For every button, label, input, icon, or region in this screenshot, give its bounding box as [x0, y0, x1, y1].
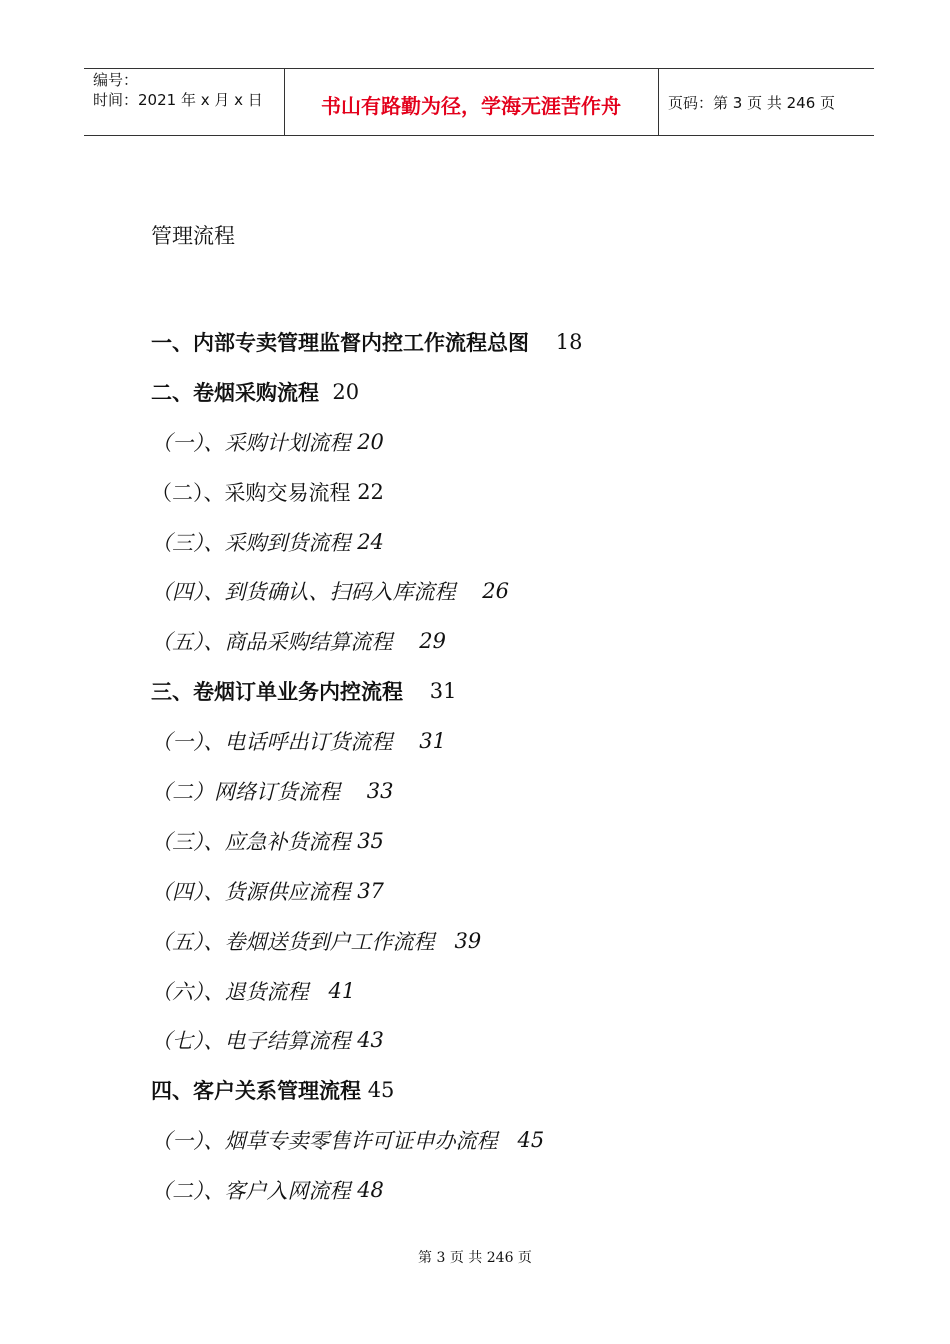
toc-entry-page: 37 [357, 878, 384, 903]
page-footer: 第 3 页 共 246 页 [418, 1250, 532, 1266]
toc-entry-page: 29 [419, 629, 446, 654]
toc-entry-title: （一）、电话呼出订货流程 [151, 730, 393, 755]
toc-entry-page: 22 [357, 479, 384, 504]
toc-subsection-entry[interactable] [151, 1015, 582, 1065]
header-divider [658, 68, 659, 135]
toc-entry-page: 26 [482, 579, 509, 604]
header-top-rule [84, 68, 874, 69]
toc-entry-gap [456, 579, 483, 603]
toc-entry-title: （二）、采购交易流程 [151, 480, 351, 505]
toc-entry-gap [340, 779, 367, 803]
toc-section-entry[interactable] [151, 666, 582, 716]
toc-entry-gap [351, 879, 358, 903]
toc-entry-title: （三）、采购到货流程 [151, 530, 351, 555]
toc-entry-title: 二、卷烟采购流程 [151, 379, 319, 405]
header-meta [93, 70, 263, 110]
toc-entry-page: 35 [357, 828, 384, 853]
toc-entry-title: （一）、烟草专卖零售许可证申办流程 [151, 1129, 498, 1154]
toc-entry-title: （五）、卷烟送货到户工作流程 [151, 929, 435, 954]
toc-entry-gap [403, 679, 430, 703]
toc-entry-page: 18 [555, 329, 583, 354]
toc-entry-gap [351, 480, 358, 504]
toc-entry-page: 31 [419, 729, 446, 754]
header-page-info: 页码：第 3 页 共 246 页 [668, 94, 836, 112]
toc-entry-gap [529, 330, 556, 354]
toc-subsection-entry[interactable] [151, 916, 582, 966]
table-of-contents [151, 317, 582, 1215]
toc-entry-title: 四、客户关系管理流程 [151, 1078, 361, 1104]
header-divider [284, 68, 285, 135]
toc-entry-page: 48 [357, 1178, 384, 1203]
toc-entry-title: （三）、应急补货流程 [151, 829, 351, 854]
toc-entry-title: 一、内部专卖管理监督内控工作流程总图 [151, 329, 529, 355]
toc-entry-page: 20 [332, 379, 360, 404]
toc-entry-title: （五）、商品采购结算流程 [151, 630, 393, 655]
toc-subsection-entry[interactable] [151, 616, 582, 666]
toc-entry-page: 45 [367, 1078, 395, 1103]
toc-subsection-entry[interactable] [151, 966, 582, 1016]
toc-subsection-entry[interactable] [151, 866, 582, 916]
toc-entry-title: （四）、货源供应流程 [151, 879, 351, 904]
toc-section-entry[interactable] [151, 1065, 582, 1115]
toc-entry-title: 三、卷烟订单业务内控流程 [151, 679, 403, 705]
toc-entry-gap [309, 979, 329, 1003]
toc-subsection-entry[interactable] [151, 517, 582, 567]
toc-entry-title: （四）、到货确认、扫码入库流程 [151, 580, 456, 605]
toc-entry-page: 39 [454, 928, 482, 953]
toc-entry-gap [435, 929, 455, 953]
toc-entry-page: 45 [517, 1128, 545, 1153]
toc-entry-title: （七）、电子结算流程 [151, 1029, 351, 1054]
toc-subsection-entry[interactable] [151, 816, 582, 866]
toc-entry-gap [393, 729, 420, 753]
header-number-label: 编号： [93, 71, 139, 89]
document-title: 管理流程 [151, 224, 235, 248]
toc-entry-gap [361, 1078, 368, 1102]
toc-entry-page: 33 [366, 778, 394, 803]
toc-entry-page: 24 [357, 529, 384, 554]
toc-entry-title: （六）、退货流程 [151, 979, 309, 1004]
toc-subsection-entry[interactable] [151, 417, 582, 467]
toc-subsection-entry[interactable] [151, 467, 582, 517]
toc-subsection-entry[interactable] [151, 566, 582, 616]
toc-entry-title: （二）网络订货流程 [151, 779, 340, 804]
header-motto: 书山有路勤为径，学海无涯苦作舟 [321, 94, 621, 118]
toc-entry-page: 20 [357, 429, 384, 454]
toc-subsection-entry[interactable] [151, 766, 582, 816]
toc-subsection-entry[interactable] [151, 1115, 582, 1165]
toc-entry-gap [319, 380, 332, 404]
toc-entry-title: （二）、客户入网流程 [151, 1179, 351, 1204]
toc-entry-title: （一）、采购计划流程 [151, 430, 351, 455]
toc-entry-page: 41 [328, 978, 356, 1003]
toc-entry-page: 31 [429, 679, 457, 704]
toc-section-entry[interactable] [151, 367, 582, 417]
toc-section-entry[interactable] [151, 317, 582, 367]
toc-entry-gap [498, 1128, 518, 1152]
toc-subsection-entry[interactable] [151, 716, 582, 766]
header-date-label: 时间：2021 年 x 月 x 日 [93, 91, 263, 109]
toc-entry-page: 43 [357, 1028, 384, 1053]
toc-subsection-entry[interactable] [151, 1165, 582, 1215]
toc-entry-gap [393, 629, 420, 653]
toc-entry-gap [351, 829, 358, 853]
header-bottom-rule [84, 135, 874, 136]
